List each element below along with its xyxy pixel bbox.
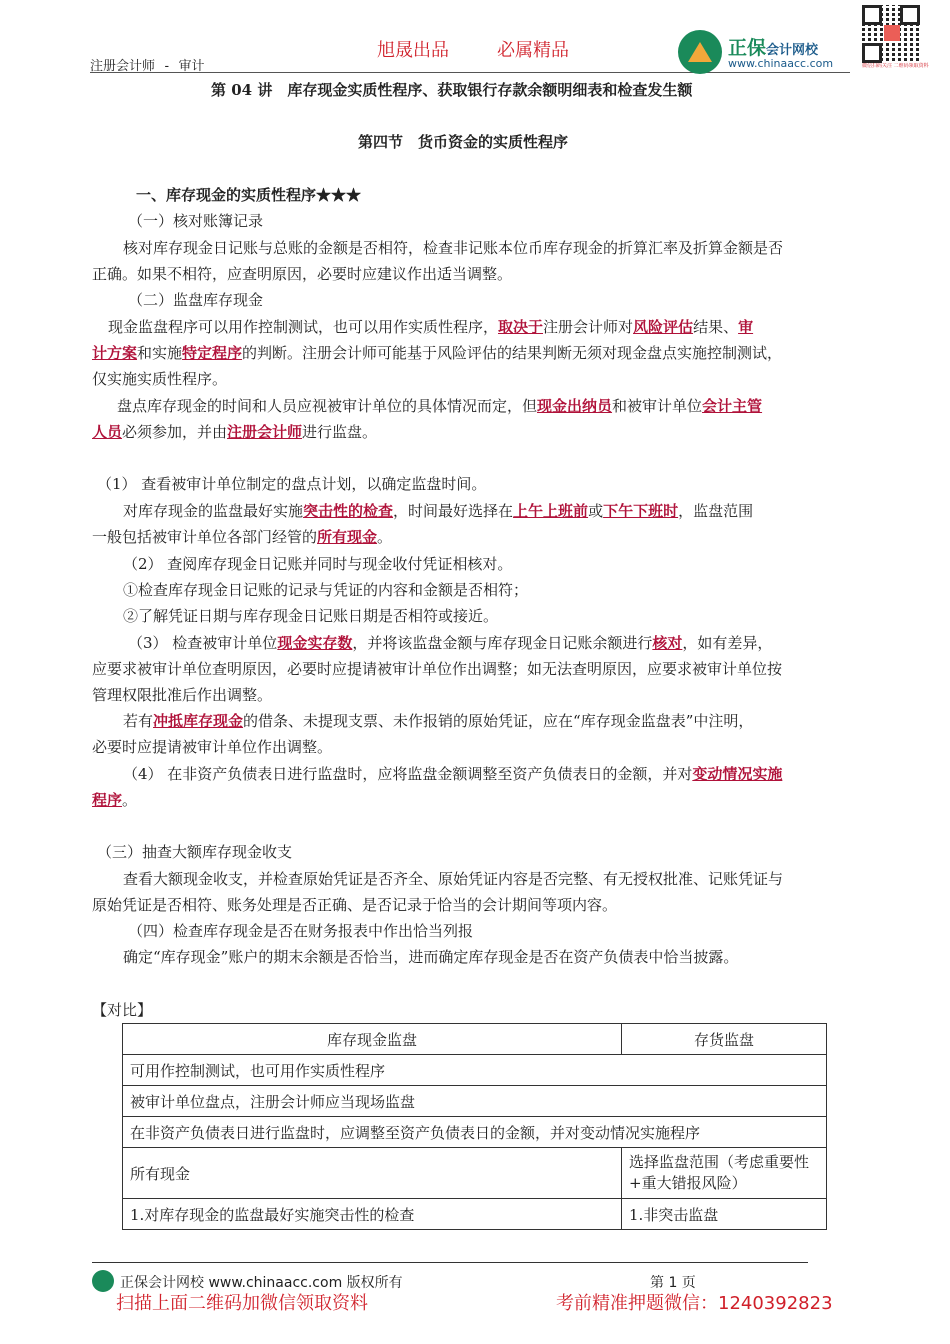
qr-caption: 微信扫码关注 二维码领取资料 <box>862 63 929 69</box>
footer-divider <box>92 1262 808 1263</box>
table-cell: 选择监盘范围（考虑重要性+重大错报风险） <box>622 1148 827 1199</box>
qr-code-icon <box>862 5 920 63</box>
logo-url: www.chinaacc.com <box>728 57 834 70</box>
subheading-3: （三）抽查大额库存现金收支 <box>97 843 293 861</box>
keyword: 会计主管 <box>702 397 763 415</box>
heading-cash: 一、库存现金的实质性程序★★★ <box>136 186 362 204</box>
keyword: 特定程序 <box>182 344 243 362</box>
footer-promo-left: 扫描上面二维码加微信领取资料 <box>116 1293 368 1314</box>
step-2-item: ①检查库存现金日记账的记录与凭证的内容和金额是否相符； <box>123 581 529 599</box>
step-2-item: ②了解凭证日期与库存现金日记账日期是否相符或接近。 <box>123 607 499 625</box>
keyword: 现金出纳员 <box>537 397 613 415</box>
keyword: 现金实存数 <box>277 634 353 652</box>
paragraph-line: 仅实施实质性程序。 <box>92 370 228 388</box>
logo-icon <box>678 30 722 74</box>
paragraph-line: 一般包括被审计单位各部门经管的所有现金。 <box>92 528 393 546</box>
keyword: 冲抵库存现金 <box>153 712 244 730</box>
paragraph-line: 正确。如果不相符，应查明原因，必要时应建议作出适当调整。 <box>92 265 513 283</box>
paragraph-line: 盘点库存现金的时间和人员应视被审计单位的具体情况而定，但现金出纳员和被审计单位会计主管 <box>117 397 763 415</box>
table-header: 库存现金监盘 <box>123 1024 622 1055</box>
table-row <box>123 1024 827 1055</box>
step-4: （4） 在非资产负债表日进行监盘时，应将监盘金额调整至资产负债表日的金额，并对变动情况实施 <box>123 765 783 783</box>
subheading-1: （一）核对账簿记录 <box>128 212 264 230</box>
paragraph-line: 对库存现金的监盘最好实施突击性的检查，时间最好选择在上午上班前或下午下班时，监盘范围 <box>123 502 754 520</box>
paragraph-line: 现金监盘程序可以用作控制测试，也可以用作实质性程序，取决于注册会计师对风险评估结果、审 <box>108 318 754 336</box>
paragraph-line: 若有冲抵库存现金的借条、未提现支票、未作报销的原始凭证，应在“库存现金监盘表”中注明， <box>123 712 754 730</box>
keyword: 下午下班时 <box>603 502 679 520</box>
footer-logo-icon <box>92 1270 114 1292</box>
table-cell: 可用作控制测试，也可用作实质性程序 <box>123 1055 827 1086</box>
keyword: 人员 <box>92 423 123 441</box>
keyword: 突击性的检查 <box>303 502 394 520</box>
paragraph-line: 计方案和实施特定程序的判断。注册会计师可能基于风险评估的结果判断无须对现金盘点实施控制测试， <box>92 344 783 362</box>
section-title: 第四节 货币资金的实质性程序 <box>358 133 569 151</box>
footer-copyright: 正保会计网校 www.chinaacc.com 版权所有 <box>120 1275 403 1291</box>
paragraph-line: 程序。 <box>92 791 138 809</box>
step-3: （3） 检查被审计单位现金实存数，并将该监盘金额与库存现金日记账余额进行核对，如有差异， <box>128 634 773 652</box>
table-row <box>123 1117 827 1148</box>
paragraph-line: 查看大额现金收支，并检查原始凭证是否齐全、原始凭证内容是否完整、有无授权批准、记账凭证与 <box>123 870 784 888</box>
keyword: 注册会计师 <box>227 423 303 441</box>
subject-label: 注册会计师 - 审计 <box>90 59 205 74</box>
qr-code <box>862 5 929 85</box>
paragraph-line: 必要时应提请被审计单位作出调整。 <box>92 738 333 756</box>
step-1: （1） 查看被审计单位制定的盘点计划，以确定监盘时间。 <box>97 475 487 493</box>
keyword: 变动情况实施 <box>692 765 783 783</box>
table-row <box>123 1055 827 1086</box>
paragraph-line: 原始凭证是否相符、账务处理是否正确、是否记录于恰当的会计期间等项内容。 <box>92 896 618 914</box>
lecture-title: 第 04 讲 库存现金实质性程序、获取银行存款余额明细表和检查发生额 <box>211 81 693 99</box>
compare-label: 【对比】 <box>92 1001 153 1019</box>
table-cell: 被审计单位盘点，注册会计师应当现场监盘 <box>123 1086 827 1117</box>
table-header: 存货监盘 <box>622 1024 827 1055</box>
table-cell: 1.对库存现金的监盘最好实施突击性的检查 <box>123 1199 622 1230</box>
paragraph-line: 管理权限批准后作出调整。 <box>92 686 273 704</box>
table-cell: 所有现金 <box>123 1148 622 1199</box>
keyword: 计方案 <box>92 344 138 362</box>
keyword: 所有现金 <box>317 528 378 546</box>
keyword: 上午上班前 <box>513 502 589 520</box>
comparison-table <box>122 1023 827 1230</box>
brand-logo[interactable] <box>678 30 858 76</box>
paragraph-line: 应要求被审计单位查明原因，必要时应提请被审计单位作出调整；如无法查明原因，应要求被审计单位按 <box>92 660 783 678</box>
logo-name-small: 会计网校 <box>766 43 819 58</box>
keyword: 审 <box>738 318 754 336</box>
subheading-4: （四）检查库存现金是否在财务报表中作出恰当列报 <box>128 922 474 940</box>
logo-name: 正保 <box>728 37 767 59</box>
keyword: 风险评估 <box>633 318 694 336</box>
table-cell: 在非资产负债表日进行监盘时，应调整至资产负债表日的金额，并对变动情况实施程序 <box>123 1117 827 1148</box>
table-cell: 1.非突击监盘 <box>622 1199 827 1230</box>
footer-promo-right: 考前精准押题微信：1240392823 <box>556 1293 833 1314</box>
keyword: 核对 <box>652 634 683 652</box>
step-2: （2） 查阅库存现金日记账并同时与现金收付凭证相核对。 <box>123 555 513 573</box>
table-row <box>123 1199 827 1230</box>
promo-right: 必属精品 <box>497 40 569 61</box>
table-row <box>123 1086 827 1117</box>
paragraph-line: 核对库存现金日记账与总账的金额是否相符，检查非记账本位币库存现金的折算汇率及折算金额是否 <box>123 239 784 257</box>
keyword: 取决于 <box>498 318 544 336</box>
page-number: 第 1 页 <box>650 1275 696 1291</box>
paragraph-line: 确定“库存现金”账户的期末余额是否恰当，进而确定库存现金是否在资产负债表中恰当披露。 <box>123 948 739 966</box>
paragraph-line: 人员必须参加，并由注册会计师进行监盘。 <box>92 423 378 441</box>
keyword: 程序 <box>92 791 123 809</box>
promo-left: 旭晟出品 <box>377 40 449 61</box>
subheading-2: （二）监盘库存现金 <box>128 291 264 309</box>
table-row <box>123 1148 827 1199</box>
